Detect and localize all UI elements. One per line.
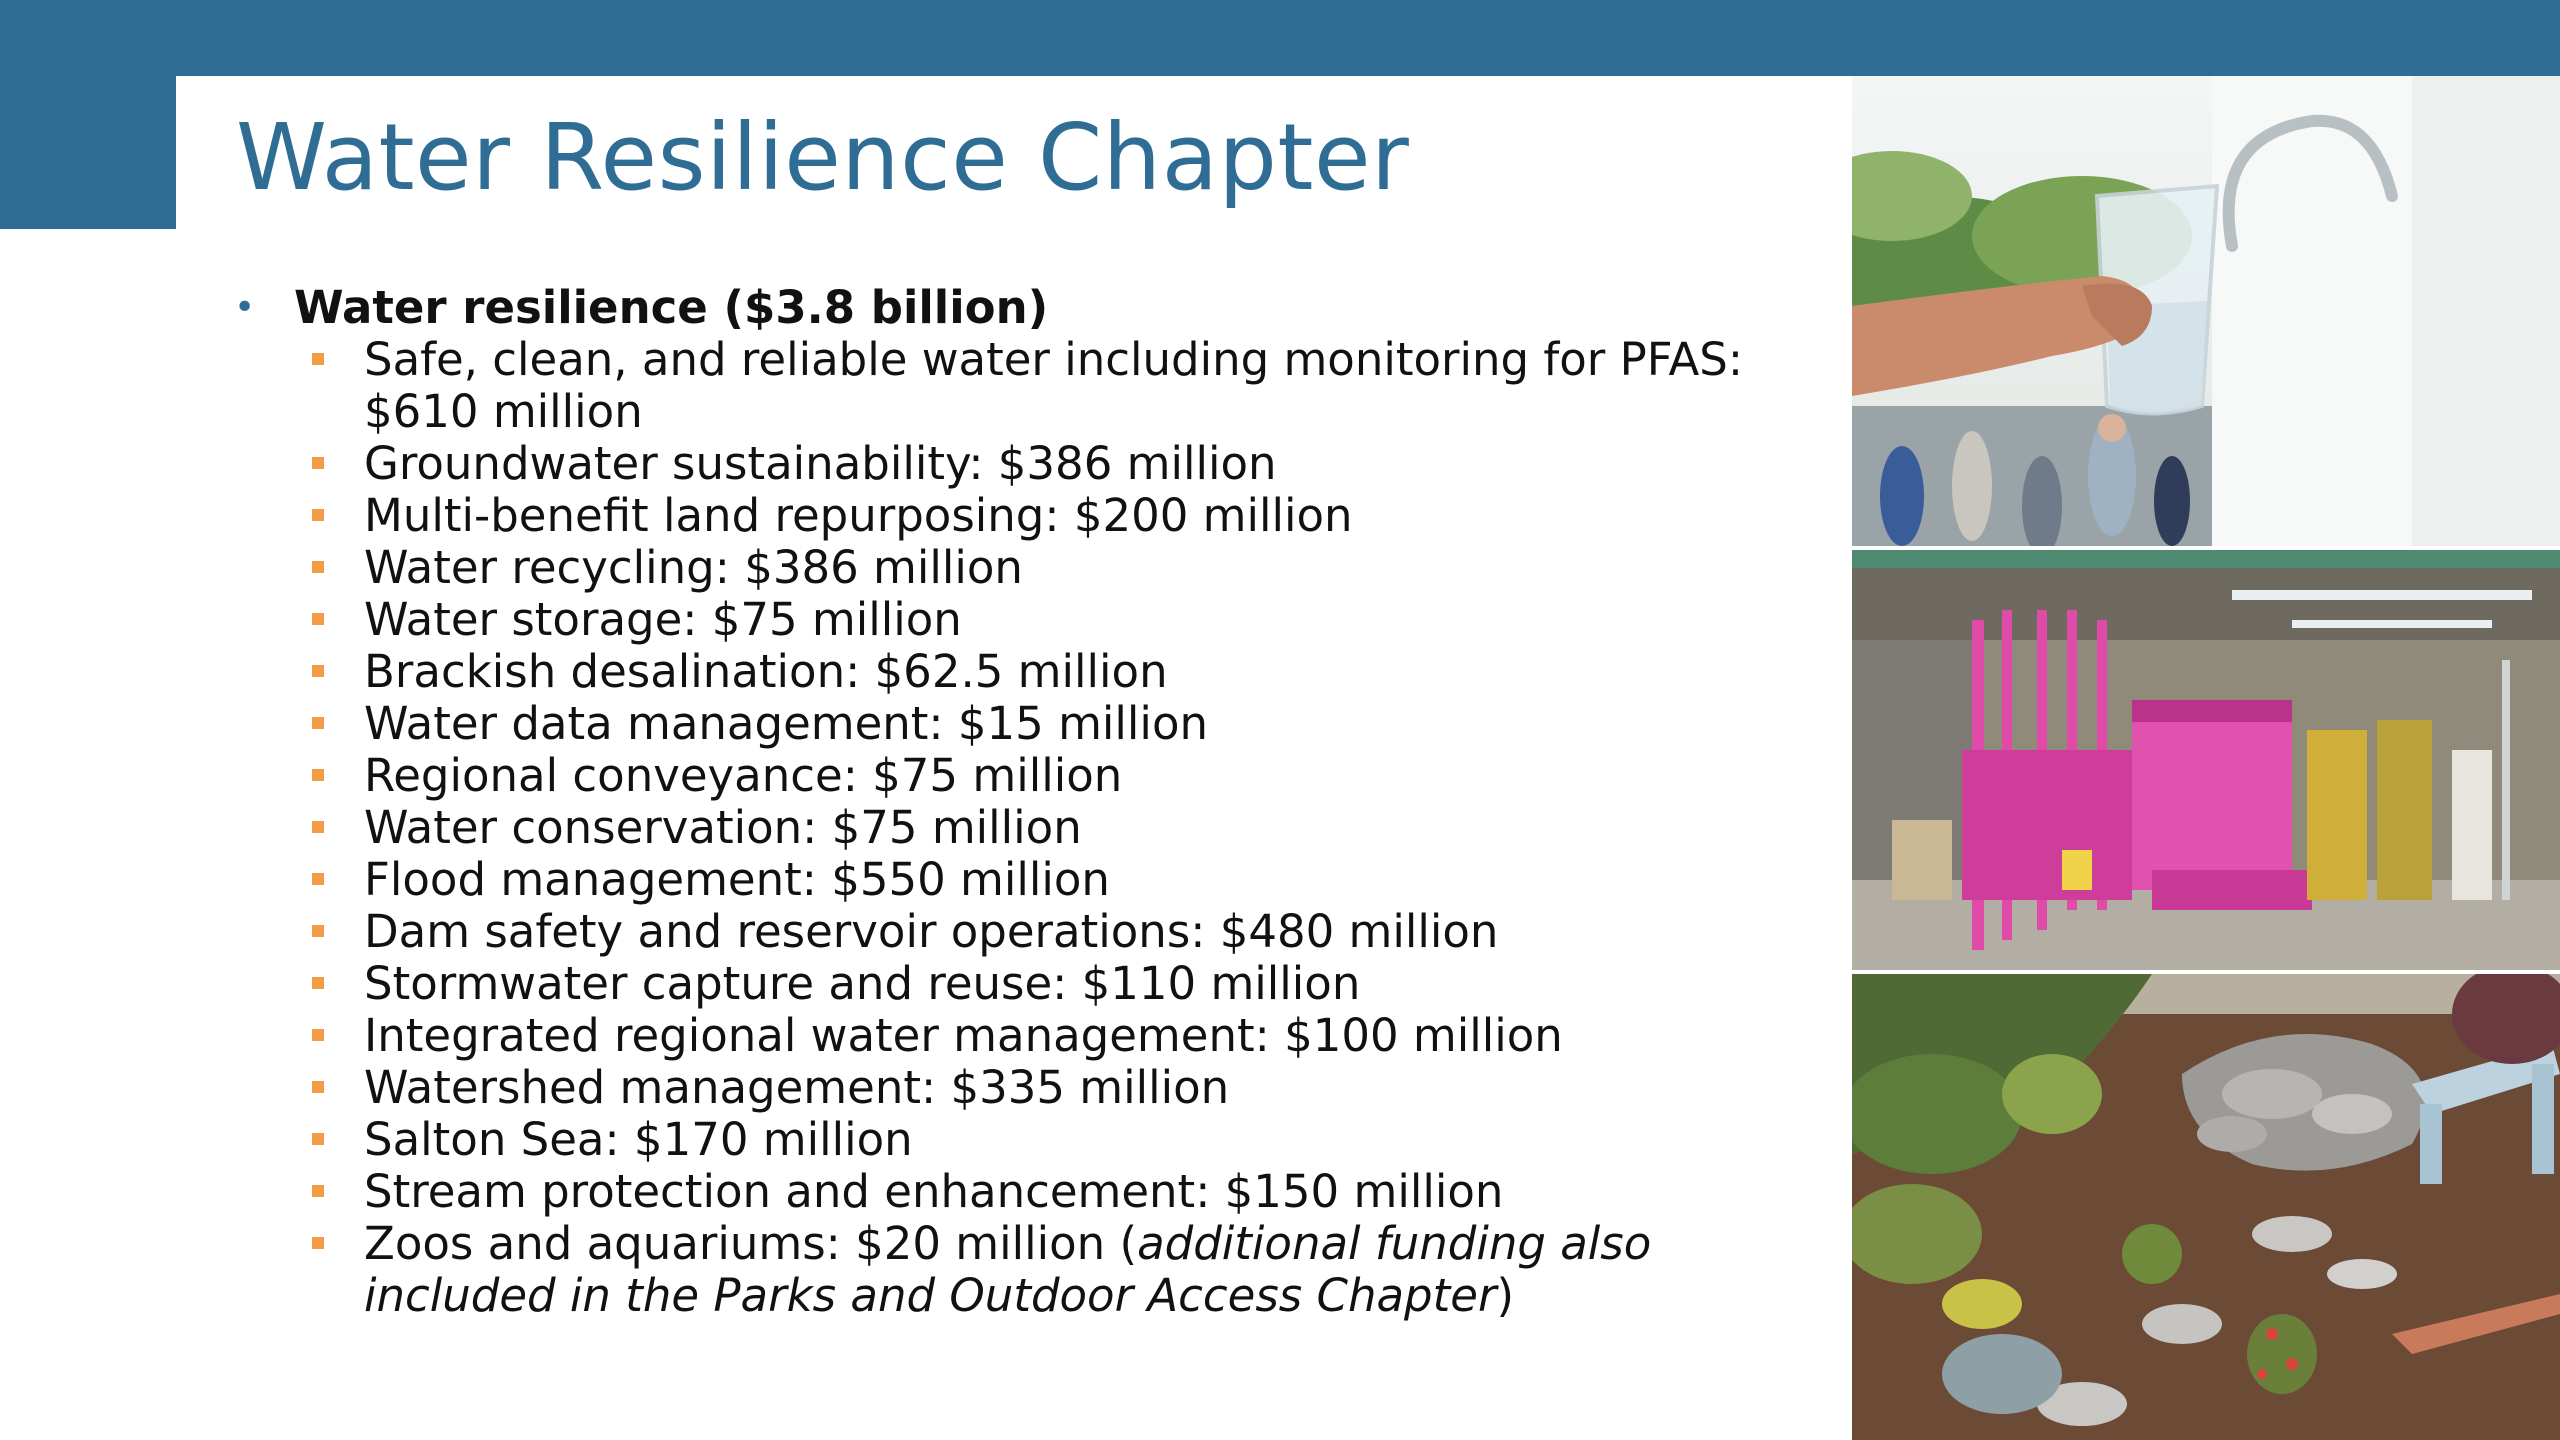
square-bullet-icon [312, 457, 324, 469]
square-bullet-icon [312, 1185, 324, 1197]
square-bullet-icon [312, 561, 324, 573]
list-item: Stormwater capture and reuse: $110 million [230, 958, 1830, 1010]
sub-bullet-list [230, 334, 1830, 1322]
slide-content [230, 282, 1830, 1322]
list-item: Water data management: $15 million [230, 698, 1830, 750]
square-bullet-icon [312, 353, 324, 365]
square-bullet-icon [312, 1237, 324, 1249]
square-bullet-icon [312, 509, 324, 521]
square-bullet-icon [312, 769, 324, 781]
square-bullet-icon [312, 873, 324, 885]
square-bullet-icon [312, 613, 324, 625]
photo-garden [1852, 974, 2560, 1440]
square-bullet-icon [312, 1133, 324, 1145]
garden-image [1852, 974, 2560, 1440]
bullet-dot-icon: • [234, 287, 256, 328]
list-item: Integrated regional water management: $100 million [230, 1010, 1830, 1062]
list-item: Watershed management: $335 million [230, 1062, 1830, 1114]
square-bullet-icon [312, 925, 324, 937]
list-item: Safe, clean, and reliable water including monitoring for PFAS: $610 million [230, 334, 1830, 438]
treatment-plant-image [1852, 550, 2560, 970]
photo-column [1852, 76, 2560, 1440]
header-band [0, 0, 2560, 76]
main-bullet [230, 282, 1830, 334]
list-item: Stream protection and enhancement: $150 million [230, 1166, 1830, 1218]
square-bullet-icon [312, 1081, 324, 1093]
list-item: Water recycling: $386 million [230, 542, 1830, 594]
square-bullet-icon [312, 665, 324, 677]
list-item: Brackish desalination: $62.5 million [230, 646, 1830, 698]
slide-title: Water Resilience Chapter [236, 104, 1410, 211]
list-item: Regional conveyance: $75 million [230, 750, 1830, 802]
list-item: Dam safety and reservoir operations: $480 million [230, 906, 1830, 958]
list-item: Zoos and aquariums: $20 million (additional funding also included in the Parks and Outdoor Access Chapter) [230, 1218, 1830, 1322]
square-bullet-icon [312, 717, 324, 729]
list-item: Groundwater sustainability: $386 million [230, 438, 1830, 490]
list-item: Multi-benefit land repurposing: $200 million [230, 490, 1830, 542]
photo-treatment-plant [1852, 550, 2560, 970]
square-bullet-icon [312, 821, 324, 833]
main-bullet-text: Water resilience ($3.8 billion) [294, 281, 1049, 334]
glass-of-water-image [1852, 76, 2560, 546]
corner-accent-block [0, 0, 176, 229]
list-item: Water storage: $75 million [230, 594, 1830, 646]
square-bullet-icon [312, 977, 324, 989]
photo-glass-of-water [1852, 76, 2560, 546]
square-bullet-icon [312, 1029, 324, 1041]
list-item: Flood management: $550 million [230, 854, 1830, 906]
list-item: Water conservation: $75 million [230, 802, 1830, 854]
list-item: Salton Sea: $170 million [230, 1114, 1830, 1166]
